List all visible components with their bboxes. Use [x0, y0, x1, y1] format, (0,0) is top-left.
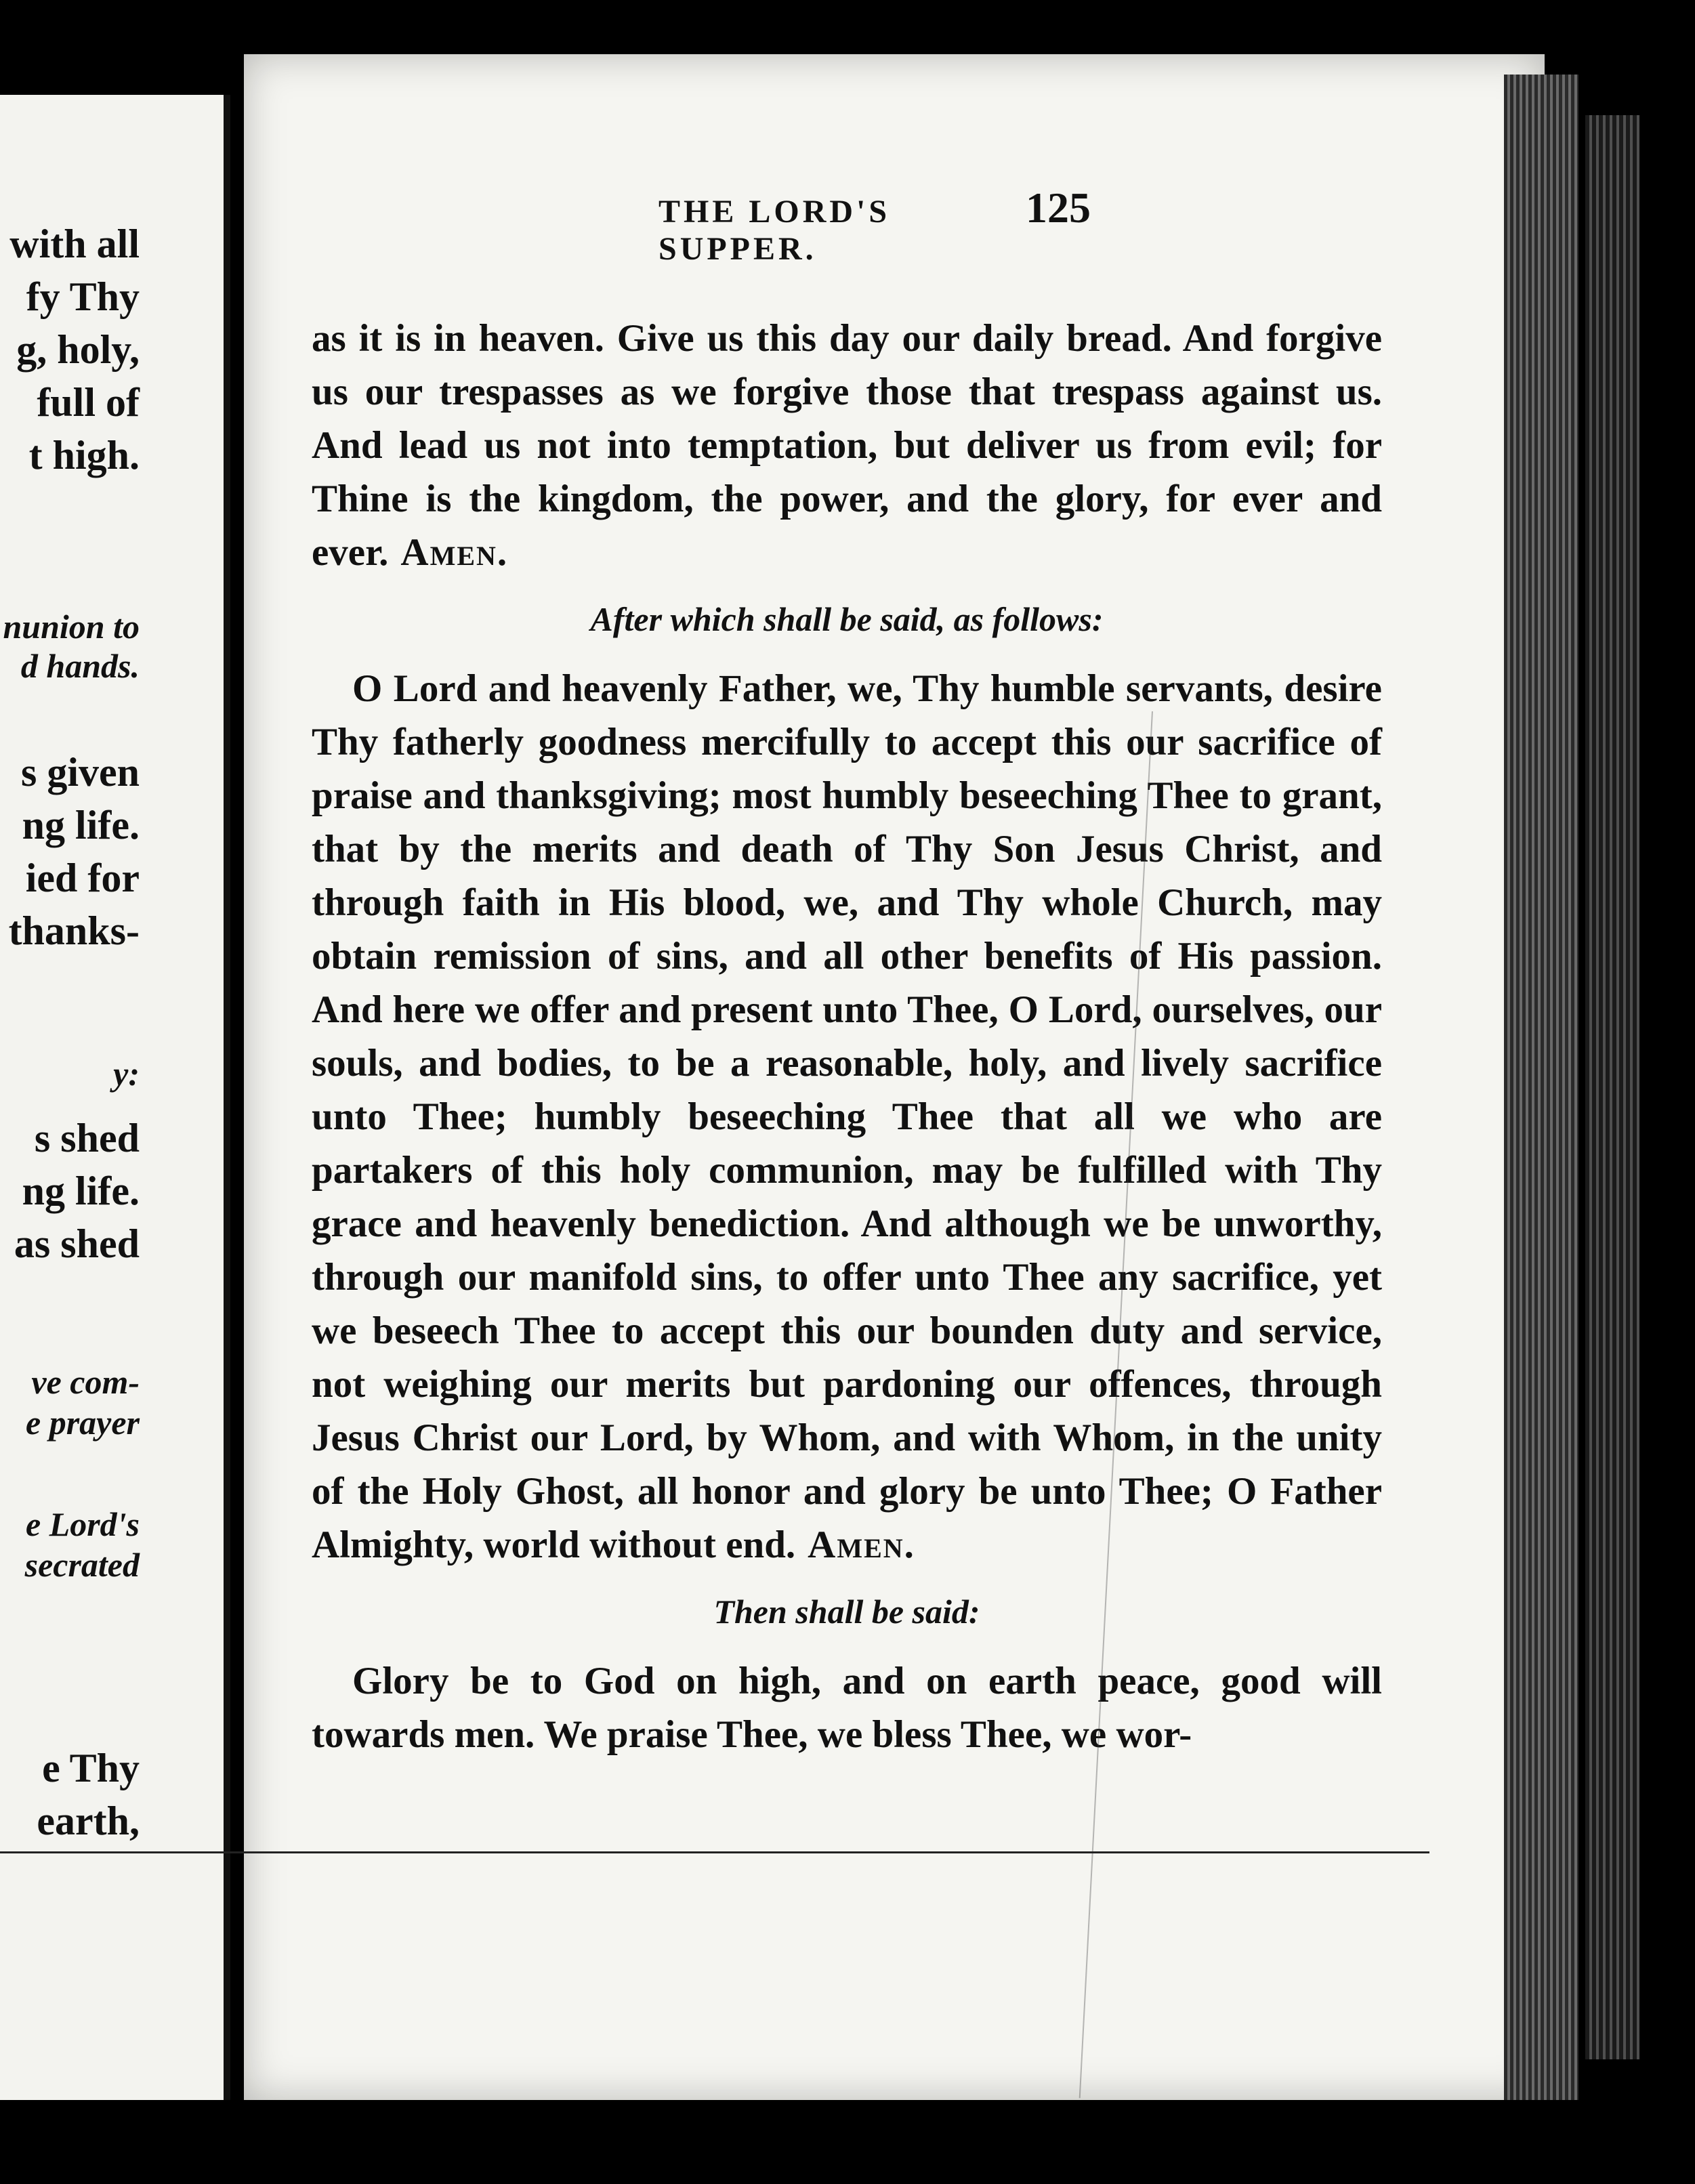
- amen: Amen.: [808, 1524, 915, 1566]
- left-page-line: secrated: [24, 1546, 140, 1584]
- left-page-line: g, holy,: [16, 327, 140, 372]
- rubric: Then shall be said:: [713, 1593, 980, 1631]
- left-page-line: fy Thy: [26, 274, 140, 319]
- paragraph-text: Glory be to God on high, and on earth peace, good will towards men. We praise Thee, we bless Thee, we wor-: [312, 1660, 1382, 1756]
- running-title: THE LORD'S SUPPER.: [658, 194, 891, 267]
- left-page-line: ng life.: [22, 803, 140, 847]
- left-page-line: with all: [9, 222, 140, 266]
- paragraph-gloria: [312, 1654, 1382, 1761]
- scan-artifact-line: [0, 1851, 1429, 1853]
- left-page-line: full of: [37, 380, 140, 425]
- left-page-line: thanks-: [8, 908, 140, 953]
- left-page-line: earth,: [37, 1799, 140, 1843]
- paragraph-text: as it is in heaven. Give us this day our daily bread. And forgive us our trespasses as we forgive those that trespass against us. And lead us not into temptation, but deliver us from evil; for Thine is the kingdom, the power, and the glory, for ever and ever.: [312, 317, 1382, 574]
- rubric: After which shall be said, as follows:: [590, 600, 1104, 638]
- previous-page-fragment: [0, 95, 230, 2100]
- left-page-line: nunion to: [3, 608, 140, 646]
- left-page-line: e Thy: [42, 1746, 140, 1790]
- left-page-line: e prayer: [26, 1404, 140, 1442]
- paragraph-oblation-prayer: [312, 662, 1382, 1572]
- amen: Amen.: [400, 531, 509, 574]
- left-page-line: e Lord's: [25, 1505, 140, 1543]
- left-page-line: d hands.: [20, 647, 140, 685]
- page-number: 125: [1026, 184, 1091, 232]
- left-page-line: s given: [20, 750, 140, 795]
- page-edges: [1504, 75, 1578, 2100]
- left-page-line: s shed: [34, 1116, 140, 1160]
- left-page-line: ng life.: [22, 1169, 140, 1213]
- running-head: [406, 183, 1091, 268]
- left-page-line: ve com-: [31, 1363, 140, 1401]
- left-page-line: t high.: [28, 433, 140, 478]
- page-edges-outer: [1585, 115, 1639, 2059]
- paragraph-lords-prayer-end: [312, 312, 1382, 579]
- left-page-line: ied for: [25, 856, 140, 900]
- left-page-line: y:: [113, 1055, 140, 1093]
- page-body: [312, 312, 1382, 1761]
- paragraph-text: O Lord and heavenly Father, we, Thy humble servants, desire Thy fatherly goodness mercifully to accept this our sacrifice of praise and thanksgiving; most humbly beseeching Thee to grant, that by the merits and death of Thy Son Jesus Christ, and through faith in His blood, we, and Thy whole Church, may obtain remission of sins, and all other benefits of His passion. And here we offer and present unto Thee, O Lord, ourselves, our souls, and bodies, to be a reasonable, holy, and lively sacrifice unto Thee; humbly beseeching Thee that all we who are partakers of this holy communion, may be fulfilled with Thy grace and heavenly benediction. And although we be unworthy, through our manifold sins, to offer unto Thee any sacrifice, yet we beseech Thee to accept this our bounden duty and service, not weighing our merits but pardoning our offences, through Jesus Christ our Lord, by Whom, and with Whom, in the unity of the Holy Ghost, all honor and glory be unto Thee; O Father Almighty, world without end.: [312, 667, 1382, 1566]
- left-page-line: as shed: [14, 1221, 140, 1266]
